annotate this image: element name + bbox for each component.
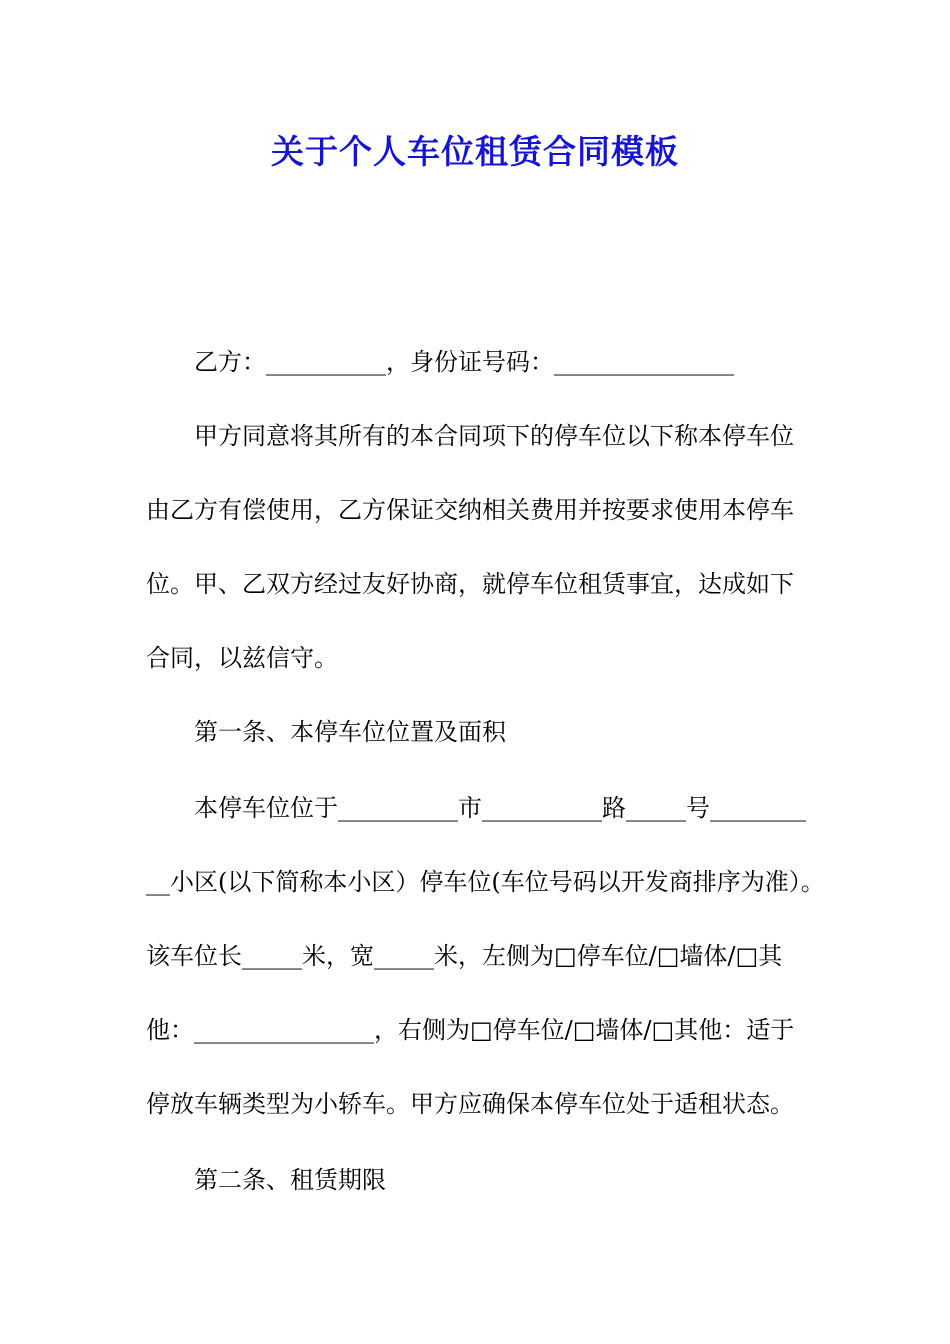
paragraph-line: 本停车位位于__________市__________路_____号________ <box>146 794 806 822</box>
paragraph-line: 甲方同意将其所有的本合同项下的停车位以下称本停车位 <box>146 422 794 450</box>
article-1-heading: 第一条、本停车位位置及面积 <box>146 718 506 746</box>
paragraph-line: 该车位长_____米，宽_____米，左侧为□停车位/□墙体/□其 <box>146 942 783 970</box>
document-title: 关于个人车位租赁合同模板 <box>271 132 679 171</box>
paragraph-line: 他：_______________，右侧为□停车位/□墙体/□其他：适于 <box>146 1016 795 1044</box>
party-b-line: 乙方：__________，身份证号码：_______________ <box>146 348 734 376</box>
article-2-heading: 第二条、租赁期限 <box>146 1166 386 1194</box>
paragraph-line: 位。甲、乙双方经过友好协商，就停车位租赁事宜，达成如下 <box>146 570 794 598</box>
paragraph-line: __小区(以下简称本小区）停车位(车位号码以开发商排序为准）。 <box>146 868 825 896</box>
paragraph-line: 合同，以兹信守。 <box>146 644 338 672</box>
paragraph-line: 由乙方有偿使用，乙方保证交纳相关费用并按要求使用本停车 <box>146 496 794 524</box>
paragraph-line: 停放车辆类型为小轿车。甲方应确保本停车位处于适租状态。 <box>146 1090 794 1118</box>
